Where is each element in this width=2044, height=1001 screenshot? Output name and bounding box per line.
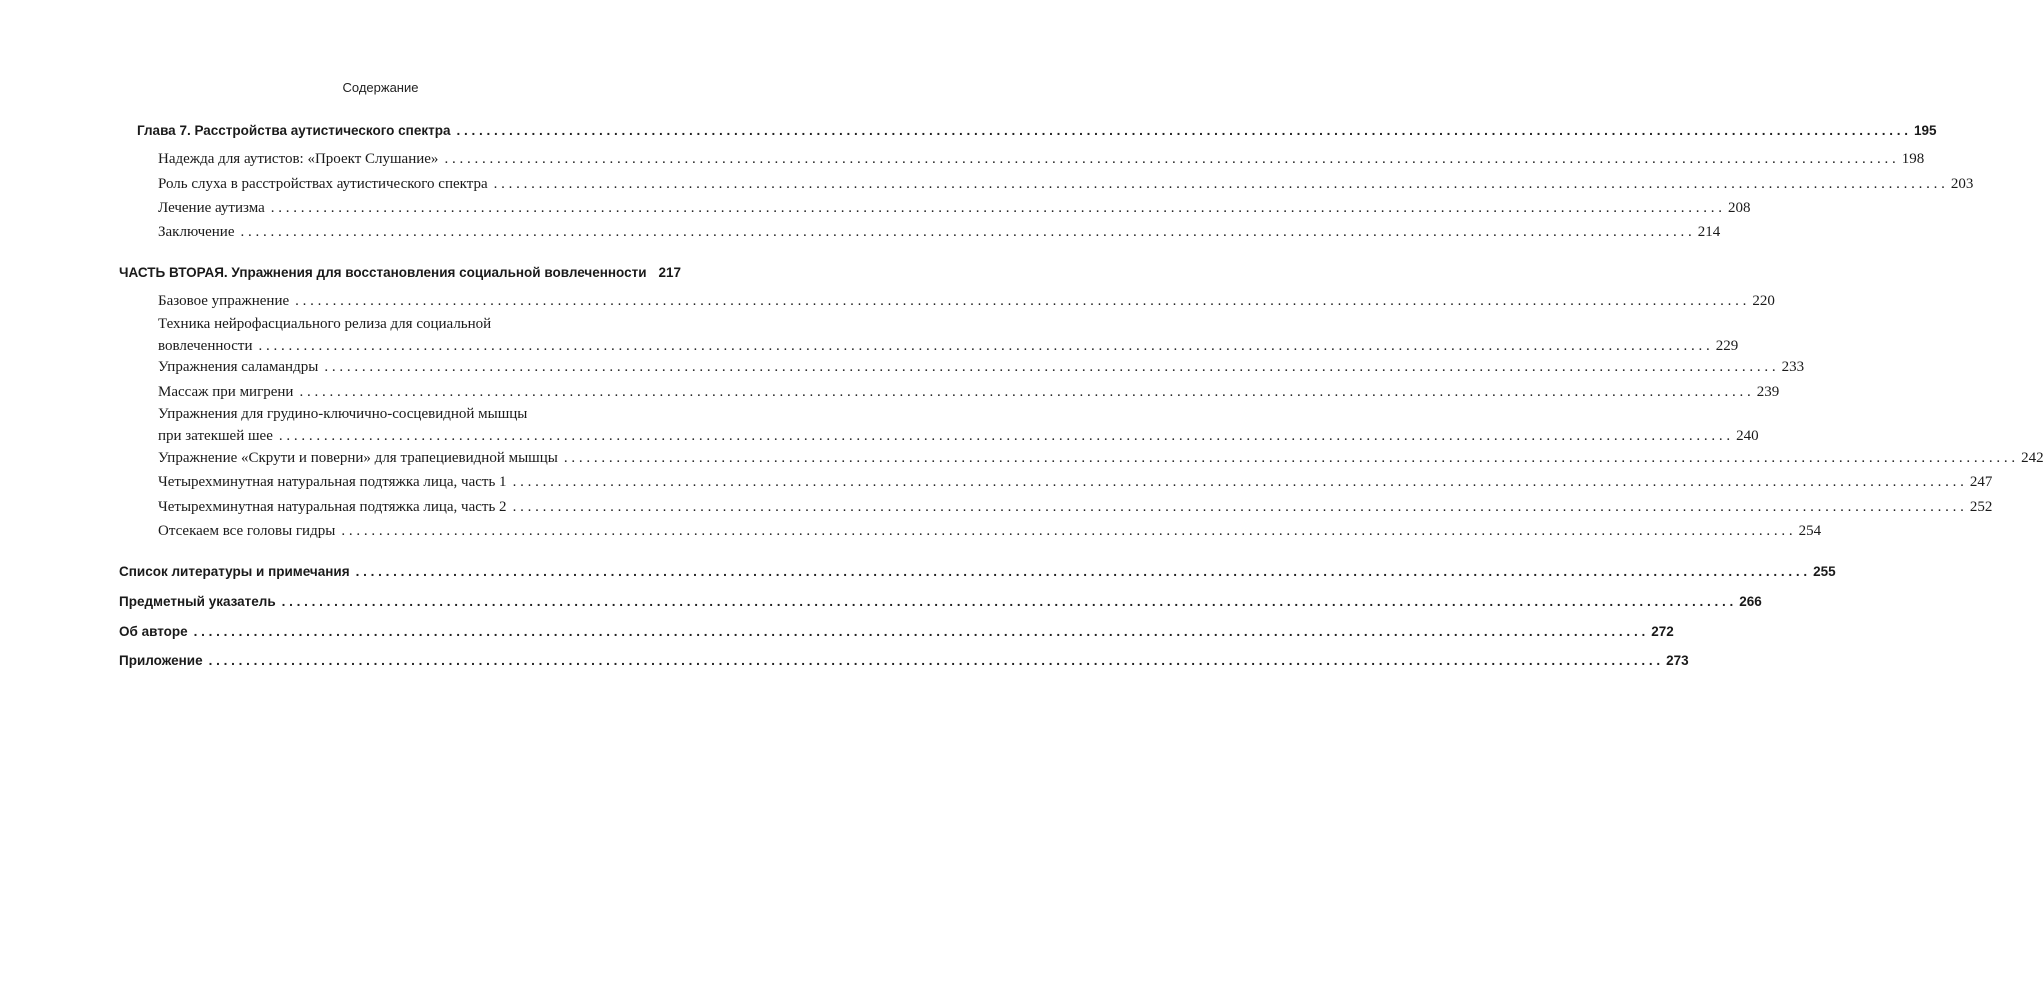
- toc-entry-title: ЧАСТЬ ВТОРАЯ. Упражнения для восстановления социальной вовлеченности: [119, 265, 647, 280]
- toc-page-number: 255: [1813, 564, 1836, 579]
- toc-entry-title: Предметный указатель: [119, 594, 276, 609]
- dot-leader: [341, 520, 1792, 542]
- toc-entry-title-line1: Техника нейрофасциального релиза для социальной: [158, 316, 492, 332]
- toc-page-number: 242: [2021, 450, 2044, 466]
- toc-entry[interactable]: [158, 496, 1993, 518]
- toc-entry-multiline[interactable]: [158, 403, 1759, 447]
- toc-entry-bibliography[interactable]: [119, 561, 1836, 583]
- toc-entry-title: Глава 7. Расстройства аутистического спектра: [137, 123, 451, 138]
- toc-page-number: 273: [1666, 653, 1689, 668]
- dot-leader: [494, 173, 1945, 195]
- dot-leader: [241, 221, 1692, 243]
- toc-page-number: 233: [1781, 359, 1805, 375]
- dot-leader: [513, 471, 1964, 493]
- dot-leader: [356, 561, 1808, 583]
- dot-leader: [271, 197, 1722, 219]
- toc-page-number: 240: [1736, 428, 1759, 444]
- toc-entry-about-author[interactable]: [119, 621, 1674, 643]
- toc-page-number: 239: [1756, 384, 1780, 400]
- toc-entry-title: Массаж при мигрени: [158, 384, 294, 400]
- dot-leader: [295, 290, 1746, 312]
- dot-leader: [444, 148, 1895, 170]
- toc-entry[interactable]: [158, 173, 1974, 195]
- toc-entry[interactable]: [158, 290, 1775, 312]
- dot-leader: [279, 425, 1730, 447]
- toc-entry-part-two[interactable]: [119, 262, 682, 284]
- toc-entry-title: Роль слуха в расстройствах аутистического спектра: [158, 176, 488, 192]
- toc-page-number: 195: [1914, 123, 1937, 138]
- toc-entry-appendix[interactable]: [119, 650, 1689, 672]
- dot-leader: [209, 650, 1661, 672]
- toc-page-number: 272: [1651, 624, 1674, 639]
- toc-entry-title: при затекшей шее: [158, 428, 273, 444]
- toc-entry[interactable]: [158, 221, 1721, 243]
- dot-leader: [564, 447, 2015, 469]
- toc-entry-title: Базовое упражнение: [158, 293, 290, 309]
- toc-entry[interactable]: [158, 148, 1925, 170]
- toc-page-number: 198: [1901, 151, 1925, 167]
- toc-entry[interactable]: [158, 356, 1805, 378]
- toc-entry-title: Приложение: [119, 653, 203, 668]
- dot-leader: [324, 356, 1775, 378]
- toc-entry-title: Упражнения саламандры: [158, 359, 319, 375]
- toc-entry[interactable]: [158, 447, 2044, 469]
- toc-page-number: 203: [1950, 176, 1974, 192]
- toc-entry-title: Упражнение «Скрути и поверни» для трапециевидной мышцы: [158, 450, 558, 466]
- toc-page-number: 247: [1969, 474, 1993, 490]
- toc-entry-title: Четырехминутная натуральная подтяжка лица, часть 2: [158, 499, 507, 515]
- dot-leader: [259, 335, 1710, 357]
- toc-entry-chapter-7[interactable]: [137, 120, 1937, 142]
- toc-page-number: 229: [1715, 338, 1739, 354]
- page-header: Содержание: [342, 80, 419, 95]
- toc-entry[interactable]: [158, 471, 1993, 493]
- toc-page-number: 220: [1752, 293, 1775, 309]
- toc-entry-title: Список литературы и примечания: [119, 564, 350, 579]
- toc-entry-title: Лечение аутизма: [158, 200, 265, 216]
- dot-leader: [456, 120, 1908, 142]
- toc-entry-title: Отсекаем все головы гидры: [158, 523, 336, 539]
- dot-leader: [513, 496, 1964, 518]
- toc-entry-title: Надежда для аутистов: «Проект Слушание»: [158, 151, 439, 167]
- dot-leader: [282, 591, 1734, 613]
- toc-page-number: 252: [1969, 499, 1993, 515]
- dot-leader: [194, 621, 1646, 643]
- toc-entry-title-line1: Упражнения для грудино-ключично-сосцевидной мышцы: [158, 406, 528, 422]
- toc-entry-index[interactable]: [119, 591, 1762, 613]
- toc-entry-multiline[interactable]: [158, 313, 1739, 357]
- toc-entry[interactable]: [158, 197, 1751, 219]
- toc-page-number: 217: [658, 265, 682, 280]
- toc-entry-title: Четырехминутная натуральная подтяжка лица, часть 1: [158, 474, 507, 490]
- toc-entry-title: Заключение: [158, 224, 235, 240]
- toc-entry-title: вовлеченности: [158, 338, 253, 354]
- toc-entry[interactable]: [158, 381, 1780, 403]
- toc-page-number: 266: [1739, 594, 1762, 609]
- toc-page-number: 214: [1697, 224, 1721, 240]
- toc-page-number: 208: [1728, 200, 1751, 216]
- toc-entry-title: Об авторе: [119, 624, 188, 639]
- toc-entry[interactable]: [158, 520, 1822, 542]
- dot-leader: [299, 381, 1750, 403]
- toc-page-number: 254: [1798, 523, 1822, 539]
